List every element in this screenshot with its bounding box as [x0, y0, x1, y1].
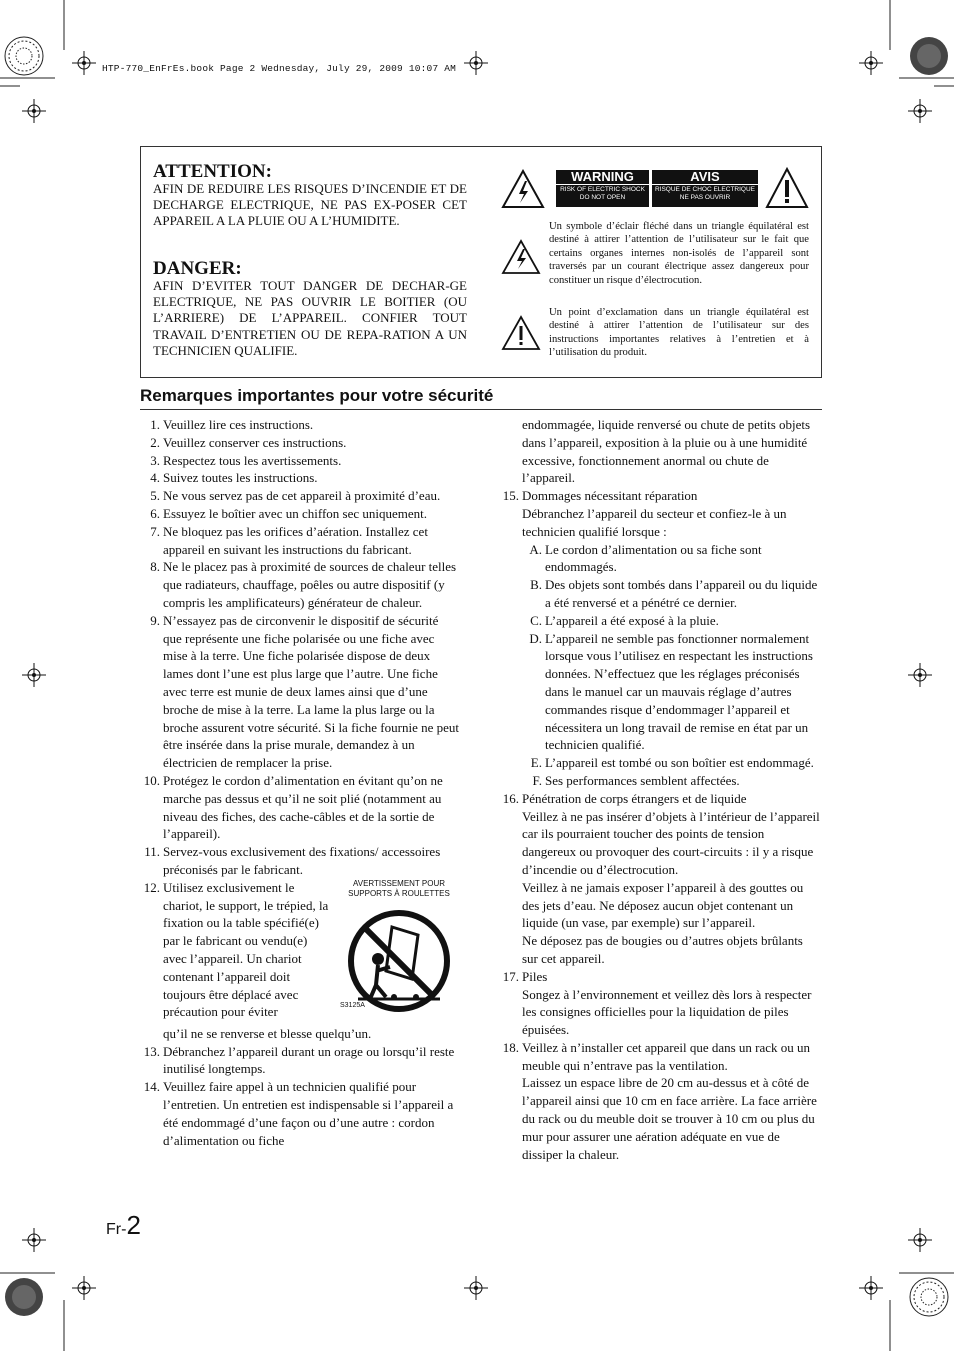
lightning-symbol-icon: [501, 239, 541, 275]
item-number: 16.: [502, 790, 519, 806]
item-16-text-1: Veillez à ne pas insérer d’objets à l’intérieur de l’appareil car ils pourraient toucher des points de tension dangereux ou provoquer des court-circuits : il y a risque d’incendie ou d’électrocution.: [522, 808, 820, 877]
item-number: 15.: [502, 488, 519, 504]
danger-title: DANGER:: [153, 258, 242, 279]
item-number: 11.: [144, 844, 160, 860]
item-number: 8.: [150, 559, 160, 575]
item-text: Veuillez faire appel à un technicien qualifié pour l’entretien. Un entretien est indispensable si l’appareil a été endommagé d’une façon ou d’une autre : cordon d’alimentation ou fiche: [163, 1079, 454, 1148]
sub-item-letter: E.: [530, 755, 542, 771]
sub-item-text: L’appareil est tombé ou son boîtier est endommagé.: [545, 755, 814, 771]
lightning-explanation: Un symbole d’éclair fléché dans un triangle équilatéral est destiné à attirer l’attention de l’utilisateur sur le fait que certains organes internes non-isolés de l’appareil sont traversés par un courant électrique assez dangereux pour constituer un risque d’électrocution.: [549, 221, 809, 286]
item-number: 12.: [143, 879, 160, 895]
list-item: [140, 523, 460, 559]
item-18-title: Veillez à n’installer cet appareil que dans un rack ou un meuble qui n’entrave pas la ventilation.: [522, 1039, 811, 1073]
cart-code: S3125A: [340, 1001, 365, 1009]
item-17-title: Piles: [522, 968, 548, 984]
item-16-text-3: Ne déposez pas de bougies ou d’autres objets brûlants sur cet appareil.: [522, 933, 803, 966]
avis-label-line1: RISQUE DE CHOC ELECTRIQUE: [654, 186, 756, 193]
left-list: [140, 416, 460, 879]
item-number: 5.: [150, 488, 160, 504]
list-item: [140, 469, 460, 487]
item-12-text: Utilisez exclusivement le chariot, le support, le trépied, la fixation ou la table spécifié(e) par le fabricant ou vendu(e) avec l’appareil. Un chariot contenant l’appareil doit toujours être déplacé avec précaution pour éviter: [163, 879, 329, 1020]
item-text: Ne bloquez pas les orifices d’aération. Installez cet appareil en suivant les instructions du fabricant.: [163, 523, 428, 557]
page-number: [106, 1210, 141, 1241]
list-item: [140, 452, 460, 470]
item-number: 4.: [150, 470, 160, 486]
warning-label: [556, 170, 649, 207]
exclamation-symbol-icon: [501, 315, 541, 351]
item-number: 7.: [150, 523, 160, 539]
warning-label-line1: RISK OF ELECTRIC SHOCK: [560, 186, 645, 193]
attention-title: ATTENTION:: [153, 161, 272, 182]
list-item: [140, 843, 460, 879]
item-18: [499, 1039, 821, 1164]
list-item: [140, 612, 460, 772]
list-item: [140, 434, 460, 452]
lightning-triangle-icon: [501, 169, 545, 209]
item-text: Suivez toutes les instructions.: [163, 470, 318, 486]
sub-item-letter: F.: [532, 772, 542, 788]
sub-item-letter: D.: [529, 630, 542, 646]
exclamation-triangle-icon: [765, 167, 809, 209]
list-item: [140, 1043, 460, 1079]
item-number: 1.: [150, 417, 160, 432]
item-text: Veuillez lire ces instructions.: [163, 417, 314, 432]
page-prefix: Fr-: [106, 1221, 127, 1238]
item-text: Ne vous servez pas de cet appareil à proximité d’eau.: [163, 488, 441, 504]
warning-label-line2: DO NOT OPEN: [579, 194, 626, 201]
item-text: N’essayez pas de circonvenir le dispositif de sécurité que représente une fiche polarisée ou une fiche avec mise à la terre. Une fiche polarisée dispose de deux lames dont l’une est plus large que l’autre. Une fiche avec terre est munie de deux lames ainsi que d’une broche de mise à la terre. La lame la plus large ou la broche assurent votre sécurité. Si la fiche fournie ne peut être insérée dans la prise murale, demandez à un électricien de remplacer la prise.: [163, 612, 459, 771]
item-15: [499, 487, 821, 790]
item-16-title: Pénétration de corps étrangers et de liquide: [522, 790, 747, 806]
cart-tipover-warning-icon: [346, 909, 452, 1013]
item-number: 13.: [143, 1043, 160, 1059]
item-15-text: Débranchez l’appareil du secteur et confiez-le à un technicien qualifié lorsque :: [522, 505, 787, 539]
item-number: 3.: [150, 452, 160, 468]
list-item: [140, 558, 460, 611]
item-text: Veuillez conserver ces instructions.: [163, 434, 347, 450]
sub-item: [522, 630, 821, 755]
sub-item-text: L’appareil ne semble pas fonctionner normalement lorsque vous l’utilisez en respectant les instructions données. N’effectuez que les réglages préconisés dans le manuel car un mauvais réglage d’autres commandes risque d’endommager l’appareil et nécessitera un long travail de remise en état par un technicien qualifié.: [545, 630, 813, 753]
item-number: 18.: [502, 1039, 519, 1055]
exclamation-explanation: Un point d’exclamation dans un triangle équilatéral est destiné à attirer l’attention de l’utilisateur sur des instructions importantes relatives à l’entretien et à l’utilisation du produit.: [549, 307, 809, 359]
item-text: Respectez tous les avertissements.: [163, 452, 342, 468]
item-number: 14.: [143, 1079, 160, 1095]
item-text: Protégez le cordon d’alimentation en évitant qu’on ne marche pas dessus et qu’il ne soit plié (notamment au niveau des fiches, des cache-câbles et de la sortie de l’appareil).: [163, 772, 443, 842]
warning-label-title: WARNING: [556, 170, 649, 185]
left-column: [140, 416, 460, 1149]
avis-label: [652, 170, 758, 207]
item-number: 2.: [150, 434, 160, 450]
sub-item: [522, 541, 821, 577]
list-item: [140, 505, 460, 523]
sub-item-text: Ses performances semblent affectées.: [545, 772, 740, 788]
avis-label-title: AVIS: [652, 170, 758, 185]
sub-item-letter: A.: [529, 541, 542, 557]
file-header-line: HTP-770_EnFrEs.book Page 2 Wednesday, July 29, 2009 10:07 AM: [102, 63, 457, 74]
item-number: 17.: [502, 968, 519, 984]
item-number: 10.: [143, 772, 160, 788]
item-16: [499, 790, 821, 968]
item-17-text: Songez à l’environnement et veillez dès lors à respecter les consignes officielles pour la liquidation de piles épuisées.: [522, 986, 812, 1038]
sub-item: [522, 754, 821, 772]
item-12: [140, 879, 460, 1025]
item-text: Servez-vous exclusivement des fixations/ accessoires préconisés par le fabricant.: [163, 844, 441, 877]
sub-item-letter: B.: [530, 577, 542, 593]
left-list-b: [140, 1043, 460, 1150]
list-item: [140, 416, 460, 434]
item-16-text-2: Veillez à ne jamais exposer l’appareil à des gouttes ou des jets d’eau. Ne déposez aucun objet contenant un liquide (un vase, par exemple) sur l’appareil.: [522, 879, 804, 931]
item-18-text: Laissez un espace libre de 20 cm au-dessus et à côté de l’appareil ainsi que 10 cm en face arrière. La face arrière du rack ou du meuble doit se trouver à 10 cm ou plus du mur pour assurer une aération adéquate en vue de dissiper la chaleur.: [522, 1075, 817, 1162]
avis-label-line2: NE PAS OUVRIR: [679, 194, 731, 201]
sub-item-letter: C.: [530, 612, 542, 628]
attention-text: AFIN DE REDUIRE LES RISQUES D’INCENDIE ET DE DECHARGE ELECTRIQUE, NE PAS EX-POSER CET APPAREIL A LA PLUIE OU A L’HUMIDITE.: [153, 181, 467, 229]
list-item: [140, 487, 460, 505]
list-item: [140, 772, 460, 843]
item-text: Ne le placez pas à proximité de sources de chaleur telles que radiateurs, chauffage, poêles ou autre dispositif (y compris les amplificateurs) générateur de chaleur.: [163, 559, 457, 610]
page-digit: 2: [126, 1210, 141, 1240]
list-item: [140, 1078, 460, 1149]
right-column: [499, 416, 821, 1163]
cart-caption: AVERTISSEMENT POUR SUPPORTS À ROULETTES: [348, 878, 450, 898]
section-title: Remarques importantes pour votre sécurité: [140, 386, 494, 405]
item-12-text-continued: qu’il ne se renverse et blesse quelqu’un.: [163, 1025, 372, 1041]
sub-item-text: Le cordon d’alimentation ou sa fiche sont endommagés.: [545, 541, 762, 575]
item-17: [499, 968, 821, 1039]
sub-item-text: L’appareil a été exposé à la pluie.: [545, 612, 719, 628]
danger-text: AFIN D’EVITER TOUT DANGER DE DECHAR-GE ELECTRIQUE, NE PAS OUVRIR LE BOITIER (OU L’ARRIERE) DE L’APPAREIL. CONFIER TOUT TRAVAIL D’ENTRETIEN OU DE REPA-RATION A UN TECHNICIEN QUALIFIE.: [153, 278, 467, 358]
sub-item: [522, 612, 821, 630]
item-text: Essuyez le boîtier avec un chiffon sec uniquement.: [163, 505, 428, 521]
item-15-title: Dommages nécessitant réparation: [522, 488, 698, 504]
item-14-continued: endommagée, liquide renversé ou chute de petits objets dans l’appareil, exposition à la pluie ou à une humidité excessive, fonctionnement anormal ou chute de l’appareil.: [522, 417, 811, 486]
sub-item-text: Des objets sont tombés dans l’appareil ou du liquide a été renversé et a pénétré ce dernier.: [545, 577, 818, 610]
sub-item: [522, 576, 821, 612]
item-number: 6.: [150, 505, 160, 521]
item-text: Débranchez l’appareil durant un orage ou lorsqu’il reste inutilisé longtemps.: [163, 1043, 455, 1077]
item-number: 9.: [150, 612, 160, 628]
item-15-subitems: [522, 541, 821, 790]
section-rule: [140, 409, 822, 410]
warning-box: [140, 146, 822, 378]
sub-item: [522, 772, 821, 790]
